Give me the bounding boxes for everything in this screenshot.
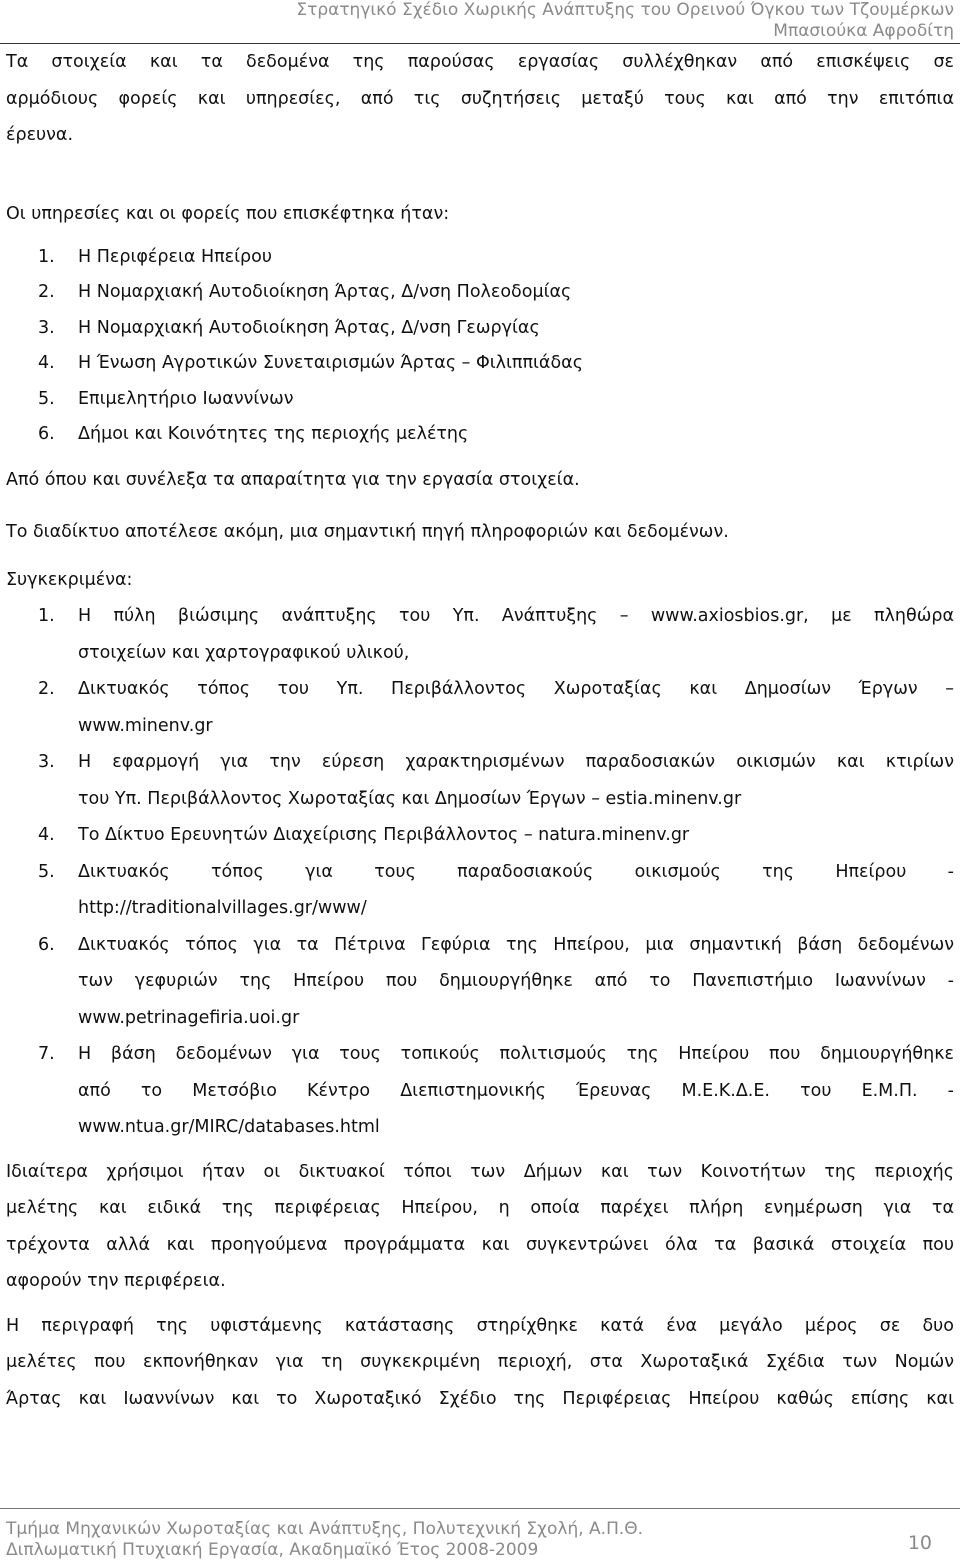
footer-thesis: Διπλωματική Πτυχιακή Εργασία, Ακαδημαϊκό Έτος 2008-2009 <box>6 1540 539 1560</box>
header-author: Μπασιούκα Αφροδίτη <box>773 21 954 41</box>
intro-paragraph-line: Τα στοιχεία και τα δεδομένα της παρούσας εργασίας συλλέχθηκαν από επισκέψεις σε <box>6 52 954 72</box>
intro-paragraph-line: αρμόδιους φορείς και υπηρεσίες, από τις συζητήσεις μεταξύ τους και από την επιτόπια <box>6 88 954 109</box>
footer-rule <box>0 1508 960 1509</box>
specifically-label: Συγκεκριμένα: <box>6 569 133 590</box>
useful-paragraph-line: τρέχοντα αλλά και προηγούμενα προγράμματα και συγκεντρώνει όλα τα βασικά στοιχεία που <box>6 1234 954 1255</box>
list-item: 4. Η Ένωση Αγροτικών Συνεταιρισμών Άρτας – Φιλιππιάδας <box>38 353 583 373</box>
visited-intro: Οι υπηρεσίες και οι φορείς που επισκέφτηκα ήταν: <box>6 203 450 224</box>
list-item: 6. Δήμοι και Κοινότητες της περιοχής μελέτης <box>38 424 469 444</box>
internet-sentence: Το διαδίκτυο αποτέλεσε ακόμη, μια σημαντική πηγή πληροφοριών και δεδομένων. <box>6 522 729 542</box>
list-item: 1. Η Περιφέρεια Ηπείρου <box>38 246 272 267</box>
description-paragraph-line: μελέτες που εκπονήθηκαν για τη συγκεκριμένη περιοχή, στα Χωροταξικά Σχέδια των Νομών <box>6 1352 954 1372</box>
list-item: 5. Επιμελητήριο Ιωαννίνων <box>38 388 294 409</box>
useful-paragraph-line: μελέτης και ειδικά της περιφέρειας Ηπείρου, η οποία παρέχει πλήρη ενημέρωση για τα <box>6 1198 954 1218</box>
list-item: 2. Η Νομαρχιακή Αυτοδιοίκηση Άρτας, Δ/νση Πολεοδομίας <box>38 282 572 302</box>
footer-department: Τμήμα Μηχανικών Χωροταξίας και Ανάπτυξης, Πολυτεχνική Σχολή, Α.Π.Θ. <box>6 1519 644 1539</box>
page-body <box>6 44 954 1417</box>
list-item: 3. Η εφαρμογή για την εύρεση χαρακτηρισμένων παραδοσιακών οικισμών και κτιρίων του Υπ. Περιβάλλοντος Χωροταξίας και Δημοσίων Έργων – estia.minenv.gr <box>38 752 954 809</box>
visited-services-list <box>6 240 954 453</box>
online-sources-list <box>6 598 954 1146</box>
list-item: 5. Δικτυακός τόπος για τους παραδοσιακούς οικισμούς της Ηπείρου - http://traditionalvillages.gr/www/ <box>38 861 954 918</box>
running-header <box>296 0 954 42</box>
list-item: 6. Δικτυακός τόπος για τα Πέτρινα Γεφύρια της Ηπείρου, μια σημαντική βάση δεδομένων των γεφυριών της Ηπείρου που δημιουργήθηκε από το Πανεπιστήμιο Ιωαννίνων - www.petrinagefiria.uoi.gr <box>38 934 954 1028</box>
running-footer <box>6 1519 643 1561</box>
list-item: 4. Το Δίκτυο Ερευνητών Διαχείρισης Περιβάλλοντος – natura.minenv.gr <box>38 825 690 845</box>
description-paragraph-line: Άρτας και Ιωαννίνων και το Χωροταξικό Σχέδιο της Περιφέρειας Ηπείρου καθώς επίσης και <box>6 1388 954 1409</box>
description-paragraph-line: Η περιγραφή της υφιστάμενης κατάστασης στηρίχθηκε κατά ένα μεγάλο μέρος σε δυο <box>6 1315 954 1336</box>
list-item: 1. Η πύλη βιώσιμης ανάπτυξης του Υπ. Ανάπτυξης – www.axiosbios.gr, με πληθώρα στοιχείων και χαρτογραφικού υλικού, <box>38 606 954 663</box>
intro-paragraph-line: έρευνα. <box>6 125 74 145</box>
useful-paragraph-line: Ιδιαίτερα χρήσιμοι ήταν οι δικτυακοί τόποι των Δήμων και των Κοινοτήτων της περιοχής <box>6 1161 954 1182</box>
page-number: 10 <box>907 1532 932 1554</box>
header-title: Στρατηγικό Σχέδιο Χωρικής Ανάπτυξης του Ορεινού Όγκου των Τζουμέρκων <box>296 0 954 20</box>
list-item: 7. Η βάση δεδομένων για τους τοπικούς πολιτισμούς της Ηπείρου που δημιουργήθηκε από το Μετσόβιο Κέντρο Διεπιστημονικής Έρευνας Μ.Ε.Κ.Δ.Ε. του Ε.Μ.Π. - www.ntua.gr/MIRC/databases.html <box>38 1044 954 1137</box>
list-item: 2. Δικτυακός τόπος του Υπ. Περιβάλλοντος Χωροταξίας και Δημοσίων Έργων – www.minenv.gr <box>38 679 954 736</box>
list-item: 3. Η Νομαρχιακή Αυτοδιοίκηση Άρτας, Δ/νση Γεωργίας <box>38 317 540 338</box>
collected-sentence: Από όπου και συνέλεξα τα απαραίτητα για την εργασία στοιχεία. <box>6 469 580 490</box>
useful-paragraph-line: αφορούν την περιφέρεια. <box>6 1271 226 1291</box>
